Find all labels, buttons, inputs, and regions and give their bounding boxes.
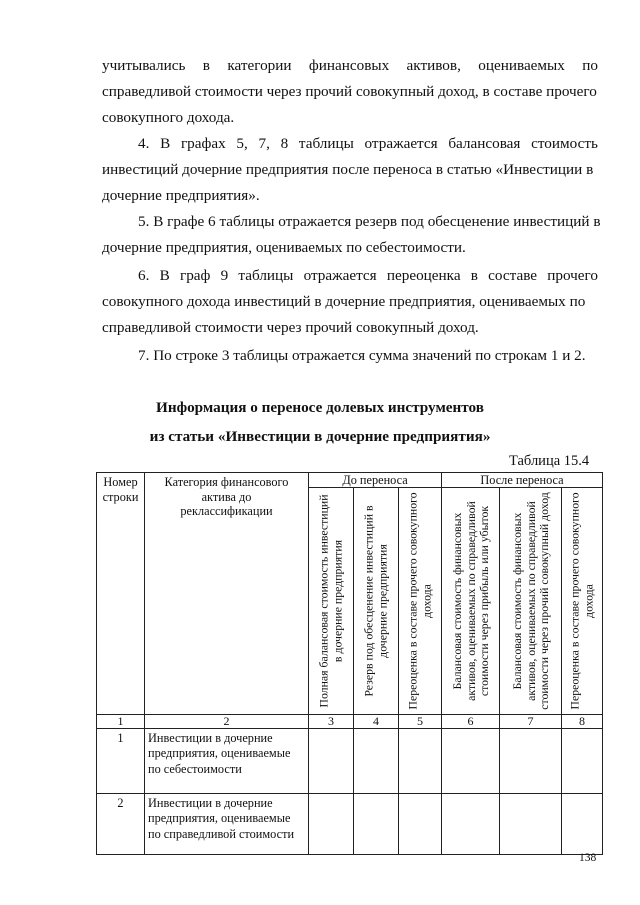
word: графах <box>180 135 226 152</box>
column-number: 6 <box>442 715 500 729</box>
paragraph-1-line-1 <box>102 56 598 76</box>
word: В <box>159 267 170 284</box>
table-cell <box>442 794 500 855</box>
word: прочего <box>547 267 598 284</box>
paragraph-4-line-3: дочерние предприятия». <box>102 187 260 204</box>
header-col-5 <box>399 488 442 715</box>
column-number-row <box>97 715 603 729</box>
table-cell <box>442 729 500 794</box>
paragraph-7-line-1: 7. По строке 3 таблицы отражается сумма значений по строкам 1 и 2. <box>138 347 586 364</box>
paragraph-6-line-2: совокупного дохода инвестиций в дочерние предприятия, оцениваемых по <box>102 293 586 310</box>
column-number: 4 <box>354 715 399 729</box>
header-col-3 <box>309 488 354 715</box>
column-number: 1 <box>97 715 145 729</box>
paragraph-4-line-1 <box>138 134 598 154</box>
word: категории <box>227 57 292 74</box>
word: отражается <box>303 267 377 284</box>
word: в <box>202 57 210 74</box>
header-category-text: Категория финансового актива до реклассификации <box>164 475 289 518</box>
table-cell <box>309 794 354 855</box>
row-label: Инвестиции в дочерние предприятия, оцениваемые по себестоимости <box>145 729 309 794</box>
header-col-4-text: Резерв под обесценение инвестиций в дочерние предприятия <box>361 505 389 697</box>
table-cell <box>399 794 442 855</box>
word: таблицы <box>298 135 354 152</box>
word: 4. <box>138 135 150 152</box>
section-title-line-1: Информация о переносе долевых инструментов <box>156 399 484 416</box>
table-cell <box>500 794 562 855</box>
word: 7, <box>258 135 270 152</box>
word: активов, <box>406 57 461 74</box>
word: 6. <box>138 267 150 284</box>
column-number: 2 <box>145 715 309 729</box>
column-number: 3 <box>309 715 354 729</box>
header-col-5-text: Переоценка в составе прочего совокупного дохода <box>405 492 433 710</box>
table-cell <box>500 729 562 794</box>
header-col-8-text: Переоценка в составе прочего совокупного дохода <box>567 492 595 710</box>
header-row-number-text: Номер строки <box>102 475 139 504</box>
word: 5, <box>236 135 248 152</box>
word: граф <box>179 267 211 284</box>
header-col-7-text: Балансовая стоимость финансовых активов, оцениваемых по справедливой стоимости через прочий совокупный доход <box>509 492 551 710</box>
header-col-7 <box>500 488 562 715</box>
header-row-number <box>97 473 145 715</box>
word: стоимость <box>531 135 598 152</box>
section-title-line-2: из статьи «Инвестиции в дочерние предприятия» <box>149 428 491 445</box>
table-cell <box>399 729 442 794</box>
row-label: Инвестиции в дочерние предприятия, оцениваемые по справедливой стоимости <box>145 794 309 855</box>
row-number: 2 <box>97 794 145 855</box>
transfer-table <box>96 472 603 855</box>
column-number: 5 <box>399 715 442 729</box>
word: по <box>582 57 598 74</box>
paragraph-6-line-3: справедливой стоимости через прочий совокупный доход. <box>102 319 479 336</box>
paragraph-4-line-2: инвестиций дочерние предприятия после переноса в статью «Инвестиции в <box>102 161 594 178</box>
paragraph-1-line-2: справедливой стоимости через прочий совокупный доход, в составе прочего <box>102 83 597 100</box>
header-col-3-text: Полная балансовая стоимость инвестиций в дочерние предприятия <box>316 494 344 708</box>
table-cell <box>562 794 603 855</box>
word: В <box>160 135 171 152</box>
paragraph-5-line-1: 5. В графе 6 таблицы отражается резерв под обесценение инвестиций в <box>138 213 601 230</box>
table-cell <box>354 794 399 855</box>
table-cell <box>562 729 603 794</box>
table-row <box>97 794 603 855</box>
word: балансовая <box>448 135 521 152</box>
header-col-8 <box>562 488 603 715</box>
word: отражается <box>364 135 438 152</box>
word: финансовых <box>308 57 390 74</box>
paragraph-1-line-3: совокупного дохода. <box>102 109 235 126</box>
header-group-after: После переноса <box>442 473 603 488</box>
word: оцениваемых <box>478 57 565 74</box>
header-category <box>145 473 309 715</box>
word: 9 <box>220 267 229 284</box>
paragraph-5-line-2: дочерние предприятия, оцениваемых по себестоимости. <box>102 239 466 256</box>
header-col-4 <box>354 488 399 715</box>
column-number: 7 <box>500 715 562 729</box>
page-number: 138 <box>579 852 597 864</box>
row-number: 1 <box>97 729 145 794</box>
word: переоценка <box>386 267 461 284</box>
table-row <box>97 729 603 794</box>
table-cell <box>354 729 399 794</box>
column-number: 8 <box>562 715 603 729</box>
header-group-before: До переноса <box>309 473 442 488</box>
table-cell <box>309 729 354 794</box>
header-col-6 <box>442 488 500 715</box>
table-header-row <box>97 473 603 488</box>
word: в <box>470 267 478 284</box>
table-label: Таблица 15.4 <box>509 453 590 469</box>
paragraph-6-line-1 <box>138 266 598 286</box>
word: таблицы <box>238 267 294 284</box>
word: 8 <box>280 135 289 152</box>
word: составе <box>488 267 538 284</box>
header-col-6-text: Балансовая стоимость финансовых активов, оцениваемых по справедливой стоимости через прибыль или убыток <box>449 501 491 701</box>
word: учитывались <box>102 57 186 74</box>
